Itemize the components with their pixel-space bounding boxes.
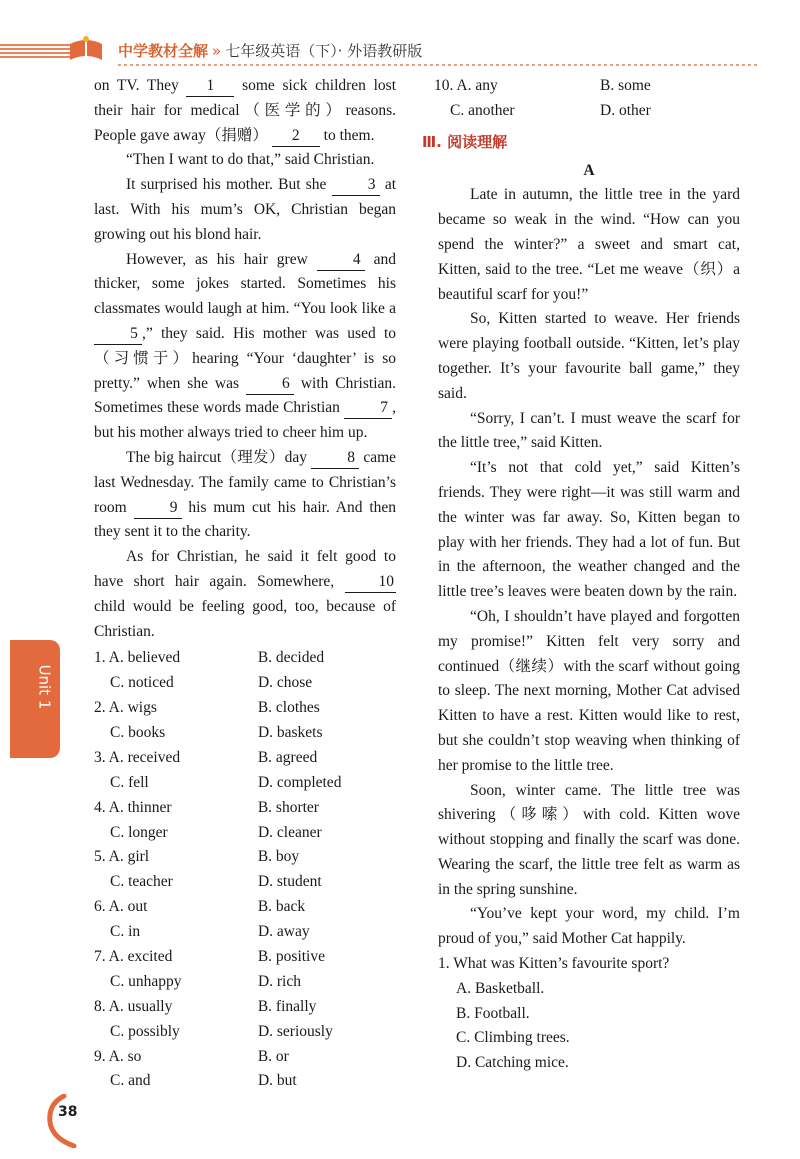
right-column: [422, 74, 740, 1076]
option-b: B. shorter: [257, 798, 319, 816]
option-c: C. books: [110, 724, 166, 741]
option-a: 7. A. excited: [94, 948, 173, 966]
option-a: 3. A. received: [94, 748, 181, 766]
page-number: 38: [58, 1104, 78, 1120]
option-c: C. in: [110, 923, 141, 941]
blank-3: 3: [332, 175, 380, 196]
option-a: 6. A. out: [94, 898, 148, 916]
passage-paragraph: Late in autumn, the little tree in the yard became so weak in the wind. “How can you spend the winter?” a sweet and smart cat, Kitten, said to the tree. “Let me weave（织）a beautiful scarf for you!”: [438, 186, 740, 303]
passage-paragraph: “Then I want to do that,” said Christian.: [126, 151, 375, 169]
header-title: 中学教材全解 » 七年级英语（下）· 外语教研版: [118, 42, 423, 60]
blank-2: 2: [272, 126, 320, 147]
blank-6: 6: [246, 374, 294, 395]
page-header: [0, 30, 800, 70]
option-d: D. but: [257, 1072, 297, 1090]
option-a: 2. A. wigs: [94, 699, 157, 717]
option-c: C. another: [450, 101, 515, 119]
option-b: B. boy: [257, 848, 300, 866]
blank-7: 7: [344, 398, 392, 419]
option-c: C. teacher: [110, 873, 173, 891]
book-logo-icon: [66, 34, 106, 66]
choice-b: B. Football.: [456, 1004, 530, 1022]
option-b: B. some: [600, 77, 651, 94]
option-d: D. other: [600, 101, 651, 119]
passage-paragraph: However, as his hair grew 4 and thicker, some jokes started. Sometimes his classmates would laugh at him. “You look like a 5 ,” they said. His mother was used to（习惯于）hearing “Your ‘daughter’ is so pretty.” when she was 6 with Christian. Sometimes these words made Christian 7 , but his mother always tried to cheer him up.: [94, 250, 397, 442]
option-d: D. seriously: [257, 1022, 333, 1040]
blank-4: 4: [317, 250, 365, 271]
option-d: D. completed: [257, 773, 342, 791]
options-list: [94, 646, 396, 1094]
passage-paragraph: “Sorry, I can’t. I must weave the scarf for the little tree,” said Kitten.: [438, 409, 740, 452]
blank-10: 10: [345, 572, 397, 593]
unit-side-tab: [10, 640, 60, 758]
passage-paragraph: As for Christian, he said it felt good to have short hair again. Somewhere, 10 child would be feeling good, too, because of Christian.: [94, 548, 396, 640]
left-column: [94, 74, 396, 1094]
option-c: C. and: [110, 1072, 151, 1090]
option-d: D. baskets: [257, 724, 323, 741]
option-b: B. or: [257, 1047, 289, 1065]
option-d: D. chose: [257, 674, 313, 692]
option-a: 9. A. so: [94, 1047, 142, 1065]
passage-paragraph: “Oh, I shouldn’t have played and forgotten my promise!” Kitten felt very sorry and continued（继续）with the scarf without going to sleep. The next morning, Mother Cat advised Kitten to have a rest. Kitten would like to rest, but she couldn’t stop weaving when thinking of her promise to the little tree.: [438, 607, 740, 774]
header-stripes: [0, 44, 70, 58]
blank-5: 5: [94, 324, 142, 345]
option-d: D. rich: [257, 972, 301, 990]
passage-paragraph: “You’ve kept your word, my child. I’m proud of you,” said Mother Cat happily.: [438, 905, 740, 948]
option-b: B. agreed: [257, 748, 318, 766]
passage-label: A: [583, 161, 595, 179]
blank-8: 8: [311, 448, 359, 469]
option-a: 8. A. usually: [94, 997, 173, 1015]
option-c: C. unhappy: [110, 972, 182, 990]
blank-1: 1: [186, 76, 234, 97]
question-1-choices: [438, 977, 740, 1076]
passage-paragraph: Soon, winter came. The little tree was shivering（哆嗦）with cold. Kitten wove without stopping and finally the scarf was done. Wearing the scarf, the little tree felt as warm as in the spring sunshine.: [438, 781, 740, 898]
page-corner-icon: [44, 1094, 84, 1148]
option-b: B. back: [257, 898, 306, 916]
option-c: C. fell: [110, 773, 149, 791]
header-dotted-rule: [118, 64, 758, 66]
section-heading: Ⅲ. 阅读理解: [422, 132, 508, 151]
option-d: D. away: [257, 923, 310, 941]
passage-paragraph: It surprised his mother. But she 3 at last. With his mum’s OK, Christian began growing out his blond hair.: [94, 176, 397, 243]
choice-a: A. Basketball.: [456, 979, 545, 997]
option-a: 10. A. any: [434, 77, 498, 94]
unit-label: Unit 1: [35, 664, 54, 710]
option-b: B. positive: [257, 948, 325, 966]
choice-c: C. Climbing trees.: [456, 1029, 570, 1047]
option-d: D. student: [257, 873, 322, 891]
option-d: D. cleaner: [257, 823, 322, 841]
option-a: 4. A. thinner: [94, 798, 172, 816]
option-b: B. decided: [257, 649, 325, 667]
option-c: C. possibly: [110, 1022, 180, 1040]
option-a: 1. A. believed: [94, 649, 181, 667]
option-b: B. clothes: [257, 699, 320, 717]
passage-paragraph: So, Kitten started to weave. Her friends were playing football outside. “Kitten, let’s play together. It’s your favourite ball game,” they said.: [438, 310, 740, 402]
option-b: B. finally: [257, 997, 317, 1015]
option-a: 5. A. girl: [94, 848, 150, 866]
passage-paragraph: The big haircut（理发）day 8 came last Wednesday. The family came to Christian’s room 9 his mum cut his hair. And then they sent it to the charity.: [94, 448, 397, 541]
blank-9: 9: [134, 498, 182, 519]
passage-paragraph: on TV. They 1 some sick children lost their hair for medical（医学的）reasons. People gave away（捐赠） 2 to them.: [94, 74, 396, 148]
option-c: C. longer: [110, 823, 168, 841]
option-c: C. noticed: [110, 674, 174, 692]
question-1: 1. What was Kitten’s favourite sport?: [438, 955, 670, 973]
passage-paragraph: “It’s not that cold yet,” said Kitten’s friends. They were right—it was still warm and the winter was far away. So, Kitten began to play with her friends. They had a lot of fun. But in the afternoon, the weather changed and the little tree’s leaves were beaten down by the rain.: [438, 459, 740, 601]
choice-d: D. Catching mice.: [456, 1054, 569, 1072]
